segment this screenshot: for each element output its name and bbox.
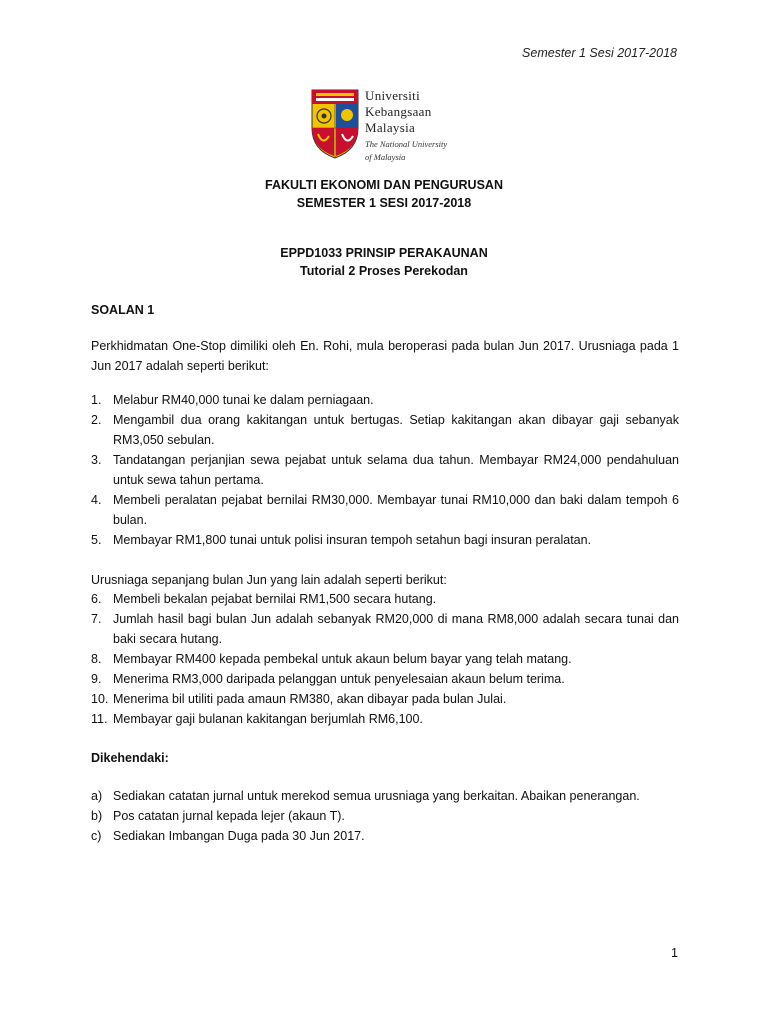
list-item (91, 609, 679, 649)
list-item (91, 786, 679, 806)
item-text: Membeli peralatan pejabat bernilai RM30,000. Membayar tunai RM10,000 dan baki dalam tempoh 6 bulan. (113, 493, 679, 527)
ukm-wordmark (365, 88, 475, 162)
item-text: Menerima RM3,000 daripada pelanggan untuk penyelesaian akaun belum terima. (113, 672, 565, 686)
list-item (91, 490, 679, 530)
question-heading: SOALAN 1 (91, 303, 155, 317)
item-letter: c) (91, 829, 102, 843)
semester-header: Semester 1 Sesi 2017-2018 (522, 46, 677, 60)
question-intro: Perkhidmatan One-Stop dimiliki oleh En. Rohi, mula beroperasi pada bulan Jun 2017. Urusniaga pada 1 Jun 2017 adalah seperti berikut: (91, 339, 679, 373)
list-item (91, 689, 679, 709)
other-transactions-intro: Urusniaga sepanjang bulan Jun yang lain adalah seperti berikut: (91, 573, 447, 587)
logo-tagline-2: of Malaysia (365, 152, 406, 162)
list-item (91, 410, 679, 450)
item-text: Sediakan Imbangan Duga pada 30 Jun 2017. (113, 829, 365, 843)
list-item (91, 589, 679, 609)
semester-title: SEMESTER 1 SESI 2017-2018 (296, 196, 472, 210)
item-text: Membeli bekalan pejabat bernilai RM1,500 secara hutang. (113, 592, 437, 606)
item-text: Sediakan catatan jurnal untuk merekod semua urusniaga yang berkaitan. Abaikan penerangan. (113, 789, 640, 803)
item-text: Tandatangan perjanjian sewa pejabat untuk selama dua tahun. Membayar RM24,000 pendahuluan untuk sewa tahun pertama. (113, 453, 679, 487)
list-item (91, 450, 679, 490)
item-number: 7. (91, 612, 102, 626)
item-text: Melabur RM40,000 tunai ke dalam perniagaan. (113, 393, 374, 407)
logo-line-1: Universiti (365, 88, 420, 103)
list-item (91, 669, 679, 689)
item-text: Membayar RM1,800 tunai untuk polisi insuran tempoh setahun bagi insuran peralatan. (113, 533, 592, 547)
course-title: EPPD1033 PRINSIP PERAKAUNAN (280, 246, 488, 260)
tutorial-title: Tutorial 2 Proses Perekodan (300, 264, 468, 278)
item-number: 2. (91, 413, 102, 427)
list-item (91, 649, 679, 669)
transaction-list-1 (91, 390, 679, 550)
item-text: Jumlah hasil bagi bulan Jun adalah sebanyak RM20,000 di mana RM8,000 adalah secara tunai dan baki secara hutang. (113, 612, 679, 646)
required-heading: Dikehendaki: (91, 751, 169, 765)
ukm-crest-icon (310, 88, 360, 160)
list-item (91, 709, 679, 729)
list-item (91, 390, 679, 410)
item-letter: b) (91, 809, 103, 823)
logo-tagline-1: The National University (365, 139, 448, 149)
item-text: Mengambil dua orang kakitangan untuk bertugas. Setiap kakitangan akan dibayar gaji sebanyak RM3,050 sebulan. (113, 413, 679, 447)
item-number: 8. (91, 652, 102, 666)
ukm-logo (310, 88, 470, 166)
item-text: Menerima bil utiliti pada amaun RM380, akan dibayar pada bulan Julai. (113, 692, 507, 706)
item-number: 5. (91, 533, 102, 547)
list-item (91, 806, 679, 826)
transaction-list-2 (91, 589, 679, 729)
required-list (91, 786, 679, 846)
item-text: Membayar RM400 kepada pembekal untuk akaun belum bayar yang telah matang. (113, 652, 572, 666)
item-number: 11. (91, 712, 108, 726)
list-item (91, 530, 679, 550)
item-text: Pos catatan jurnal kepada lejer (akaun T). (113, 809, 345, 823)
item-text: Membayar gaji bulanan kakitangan berjumlah RM6,100. (113, 712, 423, 726)
item-number: 10. (91, 692, 109, 706)
logo-line-2: Kebangsaan (365, 104, 432, 119)
item-number: 4. (91, 493, 102, 507)
item-letter: a) (91, 789, 103, 803)
page-number: 1 (671, 946, 678, 960)
item-number: 9. (91, 672, 102, 686)
faculty-title: FAKULTI EKONOMI DAN PENGURUSAN (265, 178, 503, 192)
item-number: 1. (91, 393, 102, 407)
list-item (91, 826, 679, 846)
item-number: 6. (91, 592, 102, 606)
logo-line-3: Malaysia (365, 120, 416, 135)
item-number: 3. (91, 453, 102, 467)
